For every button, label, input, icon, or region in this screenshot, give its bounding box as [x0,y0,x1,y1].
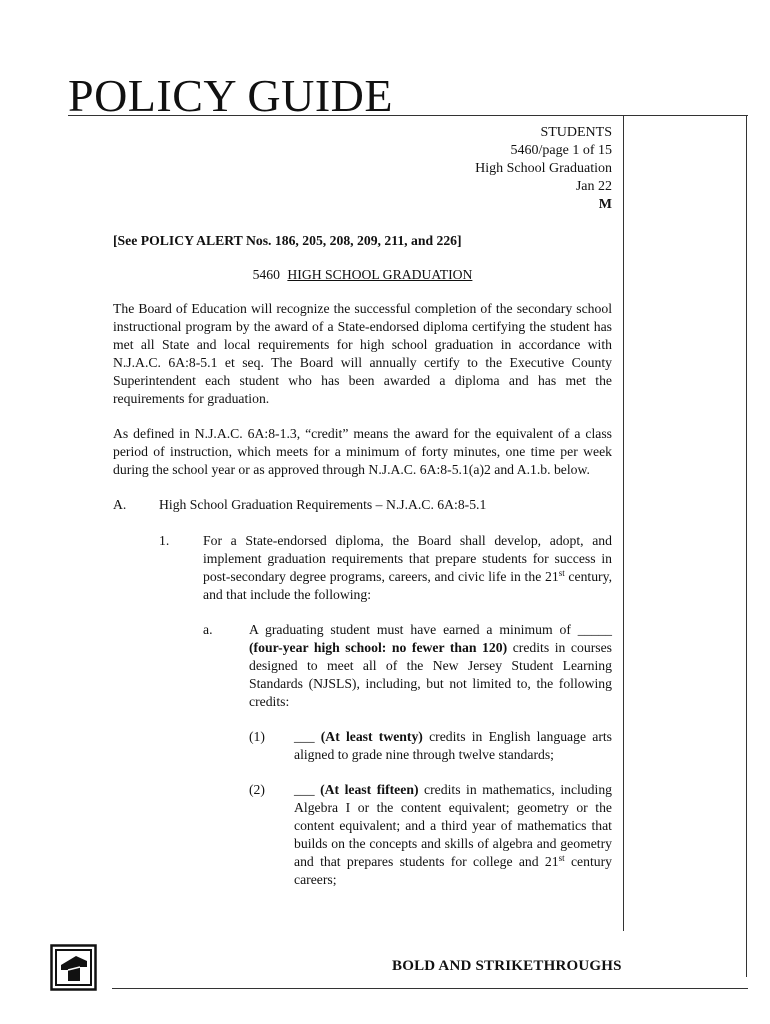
page-header [475,124,612,214]
paragraph-2: As defined in N.J.A.C. 6A:8-1.3, “credit” means the award for the equivalent of a class period of instruction, which meets for a minimum of forty minutes, one time per week during the school year or as approved through N.J.A.C. 6A:8-5.1(a)2 and A.1.b. below. [113,426,612,477]
header-code: M [598,197,612,212]
header-page-number: 5460/page 1 of 15 [510,143,612,158]
paragraph-1: The Board of Education will recognize the successful completion of the secondary school instructional program by the award of a State-endorsed diploma certifying the student has met all State and local requirements for high school graduation in accordance with N.J.A.C. 6A:8-5.1 et seq. The Board will annually certify to the Executive County Superintendent each student who has been awarded a diploma and has met the requirements for graduation. [113,301,612,406]
list-item-A [113,496,612,514]
document-body [113,232,612,906]
section-heading: HIGH SCHOOL GRADUATION [287,267,473,282]
header-category: STUDENTS [540,125,612,140]
section-title [113,266,612,284]
footer-label: BOLD AND STRIKETHROUGHS [392,958,622,974]
list-label: 1. [159,533,170,548]
list-item-2-sub [249,781,612,889]
list-item-1 [159,532,612,604]
list-label: (2) [249,782,265,797]
list-text: For a State-endorsed diploma, the Board shall develop, adopt, and implement graduation requirements that prepare students for success in post-secondary degree programs, careers, and civic life in the 21st century, and that include the following: [203,533,612,602]
header-date: Jan 22 [575,179,612,194]
title-rule [68,115,748,116]
list-label: a. [203,622,213,637]
header-topic: High School Graduation [475,161,612,176]
footer-rule [112,988,748,989]
section-number: 5460 [252,267,280,282]
list-text: ___ (At least fifteen) credits in mathematics, including Algebra I or the content equivalent; geometry or the content equivalent; and a third year of mathematics that builds on the concepts and skills of algebra and geometry and that prepares students for college and 21st century careers; [294,782,613,887]
page-title: POLICY GUIDE [68,70,393,121]
margin-line-inner [623,115,624,931]
list-text: ___ (At least twenty) credits in English language arts aligned to grade nine through twelve standards; [294,729,613,762]
list-label: A. [113,497,127,512]
policy-alert: [See POLICY ALERT Nos. 186, 205, 208, 209, 211, and 226] [113,233,462,248]
list-text: A graduating student must have earned a minimum of _____ (four-year high school: no fewer than 120) credits in courses designed to meet all of the New Jersey Student Learning Standards (NJSLS), including, but not limited to, the following credits: [249,622,612,709]
list-item-1-sub [249,728,612,764]
list-label: (1) [249,729,265,744]
book-logo-icon [50,944,98,992]
margin-line-outer [746,115,747,977]
list-item-a [203,621,612,711]
list-text: High School Graduation Requirements – N.J.A.C. 6A:8-5.1 [159,497,487,512]
